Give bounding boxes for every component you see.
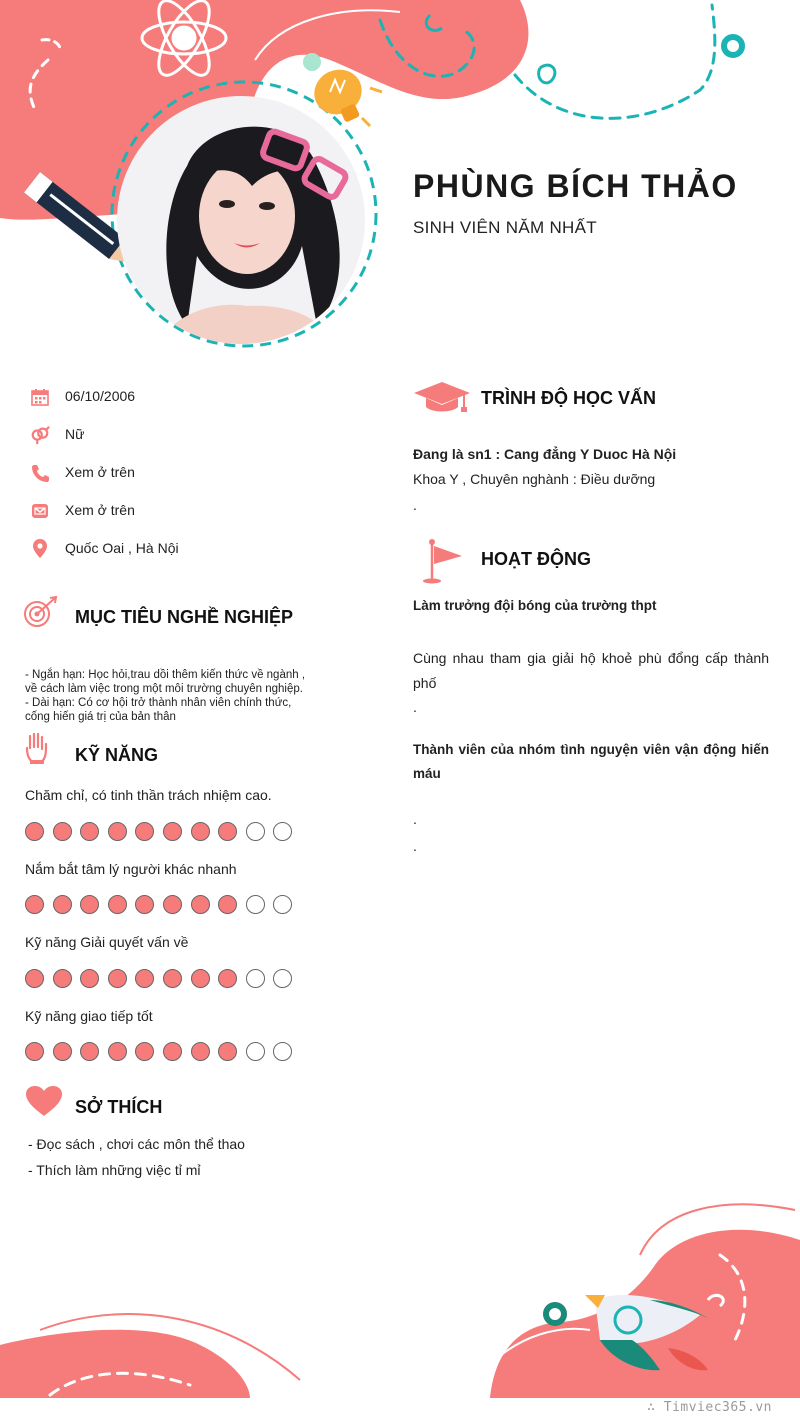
objective-line-4: cống hiến giá trị của bản thân xyxy=(25,711,176,723)
skill-label-1: Chăm chỉ, có tinh thần trách nhiệm cao. xyxy=(25,787,272,803)
rating-dot-filled xyxy=(218,822,237,841)
rating-dot-filled xyxy=(191,822,210,841)
target-icon xyxy=(23,596,59,635)
rating-dot-filled xyxy=(135,969,154,988)
rating-dot-empty xyxy=(273,822,292,841)
rating-dot-filled xyxy=(80,969,99,988)
rating-dot-filled xyxy=(163,895,182,914)
rating-dot-filled xyxy=(25,969,44,988)
rating-dot-filled xyxy=(135,1042,154,1061)
skill-label-2: Nắm bắt tâm lý người khác nhanh xyxy=(25,861,237,877)
candidate-name: PHÙNG BÍCH THẢO xyxy=(413,168,738,204)
objective-heading: MỤC TIÊU NGHỀ NGHIỆP xyxy=(75,607,294,627)
phone-text: Xem ở trên xyxy=(65,464,135,480)
activity-dot-2: . xyxy=(413,811,417,827)
objective-line-2: về cách làm việc trong một môi trường chuyên nghiệp. xyxy=(25,683,303,695)
skill-rating-2 xyxy=(25,895,292,914)
flag-icon xyxy=(420,538,464,589)
rating-dot-filled xyxy=(163,822,182,841)
activity-1-title: Làm trưởng đội bóng của trường thpt xyxy=(413,598,657,613)
contact-email xyxy=(30,499,135,523)
graduation-cap-icon xyxy=(414,380,470,419)
location-pin-icon xyxy=(30,539,50,559)
calendar-icon xyxy=(30,387,50,407)
rating-dot-filled xyxy=(108,969,127,988)
email-icon xyxy=(30,501,50,521)
skill-rating-4 xyxy=(25,1042,292,1061)
rating-dot-filled xyxy=(108,822,127,841)
phone-icon xyxy=(30,463,50,483)
education-school: Đang là sn1 : Cang đẳng Y Duoc Hà Nội xyxy=(413,446,677,462)
gender-icon xyxy=(30,425,50,445)
skill-label-3: Kỹ năng Giải quyết vấn về xyxy=(25,934,189,950)
rating-dot-empty xyxy=(273,1042,292,1061)
rating-dot-empty xyxy=(246,822,265,841)
rating-dot-filled xyxy=(53,1042,72,1061)
rating-dot-empty xyxy=(273,969,292,988)
rating-dot-filled xyxy=(53,822,72,841)
profile-photo xyxy=(117,96,365,344)
rating-dot-filled xyxy=(25,822,44,841)
rating-dot-filled xyxy=(108,1042,127,1061)
education-heading: TRÌNH ĐỘ HỌC VẤN xyxy=(481,388,656,408)
activity-dot-3: . xyxy=(413,838,417,854)
education-major: Khoa Y , Chuyên nghành : Điều dưỡng xyxy=(413,471,656,487)
watermark: ∴ Timviec365.vn xyxy=(647,1400,772,1415)
rating-dot-filled xyxy=(25,1042,44,1061)
rating-dot-filled xyxy=(163,1042,182,1061)
skill-rating-1 xyxy=(25,822,292,841)
email-text: Xem ở trên xyxy=(65,502,135,518)
contact-address xyxy=(30,537,179,561)
objective-line-3: - Dài hạn: Có cơ hội trở thành nhân viên chính thức, xyxy=(25,697,292,709)
hobby-line-2: - Thích làm những việc tỉ mỉ xyxy=(28,1162,201,1178)
heart-icon xyxy=(25,1085,63,1122)
rating-dot-filled xyxy=(218,1042,237,1061)
gender-text: Nữ xyxy=(65,426,85,442)
contact-gender xyxy=(30,423,85,447)
rating-dot-filled xyxy=(80,895,99,914)
rating-dot-filled xyxy=(80,822,99,841)
contact-birthday xyxy=(30,385,136,409)
rating-dot-filled xyxy=(163,969,182,988)
rating-dot-empty xyxy=(246,895,265,914)
candidate-title: SINH VIÊN NĂM NHẤT xyxy=(413,218,597,237)
birthday-text: 06/10/2006 xyxy=(65,388,136,404)
hobby-line-1: - Đọc sách , chơi các môn thể thao xyxy=(28,1136,245,1152)
rating-dot-filled xyxy=(108,895,127,914)
skills-heading: KỸ NĂNG xyxy=(75,745,159,765)
activity-2-title: Thành viên của nhóm tình nguyện viên vận động hiến máu xyxy=(413,742,769,781)
rating-dot-filled xyxy=(53,895,72,914)
rating-dot-filled xyxy=(191,969,210,988)
activities-heading: HOẠT ĐỘNG xyxy=(481,549,591,569)
rating-dot-empty xyxy=(273,895,292,914)
address-text: Quốc Oai , Hà Nội xyxy=(65,540,179,556)
rating-dot-filled xyxy=(191,895,210,914)
objective-line-1: - Ngắn hạn: Học hỏi,trau dồi thêm kiến thức về ngành , xyxy=(25,669,306,681)
hand-icon xyxy=(25,732,49,771)
activity-1-description: Cùng nhau tham gia giải hộ khoẻ phù đổng cấp thành phố xyxy=(413,650,769,691)
rating-dot-filled xyxy=(135,895,154,914)
activity-dot-1: . xyxy=(413,699,417,715)
contact-phone xyxy=(30,461,135,485)
rating-dot-empty xyxy=(246,1042,265,1061)
skill-label-4: Kỹ năng giao tiếp tốt xyxy=(25,1008,153,1024)
rating-dot-filled xyxy=(218,895,237,914)
rating-dot-filled xyxy=(135,822,154,841)
rating-dot-filled xyxy=(53,969,72,988)
hobbies-heading: SỞ THÍCH xyxy=(75,1097,163,1117)
skill-rating-3 xyxy=(25,969,292,988)
rating-dot-filled xyxy=(218,969,237,988)
education-dot: . xyxy=(413,497,417,513)
rating-dot-filled xyxy=(191,1042,210,1061)
rating-dot-empty xyxy=(246,969,265,988)
rating-dot-filled xyxy=(80,1042,99,1061)
rating-dot-filled xyxy=(25,895,44,914)
